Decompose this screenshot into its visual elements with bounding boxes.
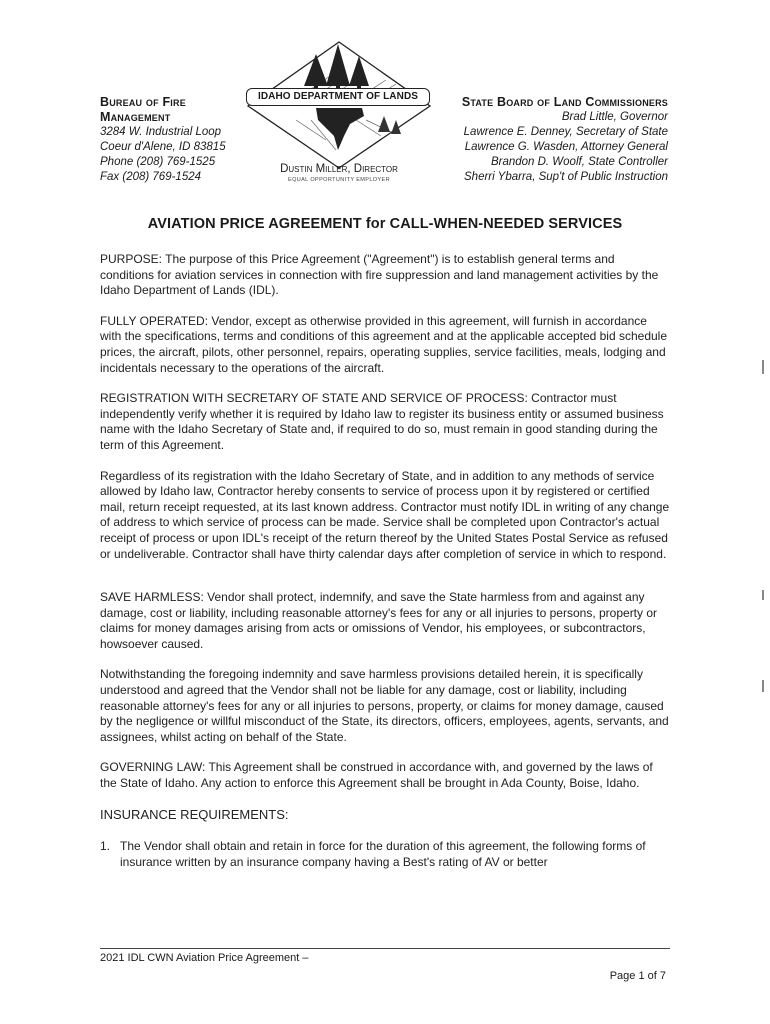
land-board-name: State Board of Land Commissioners <box>461 95 668 109</box>
paragraph-registration: REGISTRATION WITH SECRETARY OF STATE AND SERVICE OF PROCESS: Contractor must independently verify whether it is required by Idaho law to register its business entity or assumed business name with the Idaho Secretary of State and, if required to do so, must remain in good standing during the term of this Agreement. <box>100 391 664 452</box>
list-item-number: 1. <box>100 839 111 854</box>
letterhead-right <box>408 95 668 185</box>
board-member-governor: Brad Little, Governor <box>561 111 668 123</box>
director-name: Dustin Miller, Director <box>280 163 398 175</box>
bureau-name-line1: Bureau of Fire <box>100 95 186 109</box>
footer-divider <box>100 948 670 949</box>
board-member-controller: Brandon D. Woolf, State Controller <box>490 156 668 168</box>
bureau-phone: Phone (208) 769-1525 <box>100 156 216 168</box>
paragraph-fully-operated: FULLY OPERATED: Vendor, except as otherwise provided in this agreement, will furnish in accordance with the specifications, terms and conditions of this agreement and at the applicable accepted bid schedule prices, the aircraft, pilots, other personnel, repairs, operating supplies, service facilities, meals, lodging and incidentals necessary to the operations of the aircraft. <box>100 313 668 375</box>
paragraph-governing-law: GOVERNING LAW: This Agreement shall be construed in accordance with, and governed by the laws of the State of Idaho. Any action to enforce this Agreement shall be brought in Ada County, Boise, Idaho. <box>100 760 653 791</box>
bureau-address-line2: Coeur d'Alene, ID 83815 <box>100 141 226 153</box>
list-item-text: The Vendor shall obtain and retain in force for the duration of this agreement, the following forms of insurance written by an insurance company having a Best's rating of AV or better <box>120 839 646 869</box>
scan-mark <box>762 590 764 600</box>
paragraph-service-of-process: Regardless of its registration with the Idaho Secretary of State, and in addition to any methods of service allowed by Idaho law, Contractor hereby consents to service of process upon it by registered or certified mail, return receipt requested, at its last known address. Contractor must notify IDL in writing of any change of address to which service of process can be made. Service shall be completed upon Contractor's actual receipt of process or upon IDL's receipt of the return thereof by the United States Postal Service as refused or undeliverable. Contractor shall have thirty calendar days after completion of service in which to respond. <box>100 468 670 561</box>
board-member-secretary-of-state: Lawrence E. Denney, Secretary of State <box>463 126 668 138</box>
director-subtitle: EQUAL OPPORTUNITY EMPLOYER <box>288 177 390 183</box>
insurance-heading: INSURANCE REQUIREMENTS: <box>100 806 289 822</box>
document-title: AVIATION PRICE AGREEMENT for CALL-WHEN-NEEDED SERVICES <box>147 216 623 232</box>
board-member-superintendent: Sherri Ybarra, Sup't of Public Instruction <box>464 171 668 183</box>
paragraph-purpose: PURPOSE: The purpose of this Price Agreement ("Agreement") is to establish general terms and conditions for aviation services in connection with fire suppression and land management activities by the Idaho Department of Lands (IDL). <box>100 252 659 298</box>
board-member-attorney-general: Lawrence G. Wasden, Attorney General <box>464 141 668 153</box>
bureau-name-line2: Management <box>100 110 171 124</box>
bureau-address-line1: 3284 W. Industrial Loop <box>100 126 222 138</box>
footer-page-number: Page 1 of 7 <box>609 970 666 982</box>
document-body <box>100 252 670 870</box>
logo-banner-text: IDAHO DEPARTMENT OF LANDS <box>246 88 430 106</box>
scan-mark <box>762 680 764 692</box>
bureau-fax: Fax (208) 769-1524 <box>100 171 202 183</box>
paragraph-indemnity-exception: Notwithstanding the foregoing indemnity and save harmless provisions detailed herein, it is specifically understood and agreed that the Vendor shall not be liable for any damage, cost or liability, including reasonable attorney's fees for any or all injuries to persons, property, or claims for money damage, caused by the negligence or willful misconduct of the State, its directors, officers, employees, agents, servants, and assignees, whilst acting on behalf of the State. <box>100 667 669 744</box>
scan-mark <box>762 360 764 374</box>
paragraph-save-harmless: SAVE HARMLESS: Vendor shall protect, indemnify, and save the State harmless from and against any damage, cost or liability, including reasonable attorney's fees for any or all injuries to persons, property or claims for money damages arising from acts or omissions of Vendor, his employees, or subcontractors, howsoever caused. <box>100 590 658 651</box>
footer-document-name: 2021 IDL CWN Aviation Price Agreement – <box>100 952 309 964</box>
list-item <box>100 839 670 870</box>
